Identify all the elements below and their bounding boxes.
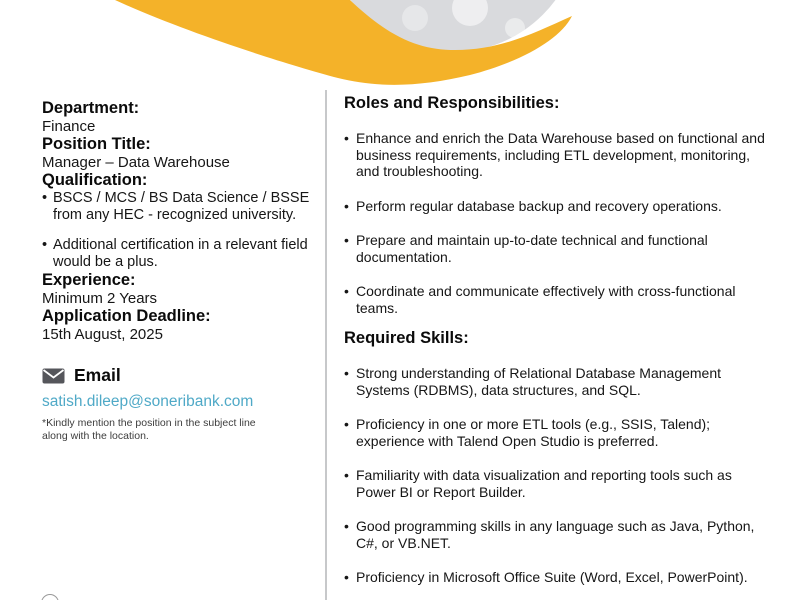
right-column [344, 94, 770, 586]
roles-item: • Enhance and enrich the Data Warehouse based on functional and business requirements, including ETL development, monitoring, and troubleshooting. [344, 130, 770, 180]
skills-item: • Proficiency in Microsoft Office Suite (Word, Excel, PowerPoint). [344, 569, 770, 586]
skills-item: • Proficiency in one or more ETL tools (e.g., SSIS, Talend); experience with Talend Open Studio is preferred. [344, 416, 770, 449]
email-heading: Email [74, 365, 121, 385]
roles-item: • Prepare and maintain up-to-date technical and functional documentation. [344, 232, 770, 265]
required-skills-heading: Required Skills: [344, 329, 469, 347]
banner-swoosh-graphic [0, 0, 800, 96]
qualification-item: • BSCS / MCS / BS Data Science / BSSE from any HEC - recognized university. [42, 190, 318, 224]
skills-list [344, 365, 770, 586]
photo-highlight [505, 18, 525, 38]
column-divider [325, 90, 327, 600]
application-deadline-value: 15th August, 2025 [42, 326, 163, 343]
roles-list [344, 130, 770, 316]
skills-item: • Strong understanding of Relational Database Management Systems (RDBMS), data structures, and SQL. [344, 365, 770, 398]
qualification-list [42, 190, 318, 271]
roles-item: • Coordinate and communicate effectively with cross-functional teams. [344, 283, 770, 316]
email-note [42, 417, 318, 443]
position-title-value: Manager – Data Warehouse [42, 154, 230, 171]
department-value: Finance [42, 118, 96, 135]
roles-heading: Roles and Responsibilities: [344, 94, 560, 112]
roles-item: • Perform regular database backup and recovery operations. [344, 198, 770, 215]
skills-item: • Familiarity with data visualization and reporting tools such as Power BI or Report Builder. [344, 467, 770, 500]
email-section-header [42, 365, 318, 386]
globe-icon [41, 594, 59, 600]
email-address-link[interactable]: satish.dileep@soneribank.com [42, 393, 254, 410]
email-note-line1: *Kindly mention the position in the subject line [42, 417, 256, 429]
qualification-item: • Additional certification in a relevant field would be a plus. [42, 237, 318, 271]
application-deadline-heading: Application Deadline: [42, 307, 211, 325]
qualification-heading: Qualification: [42, 171, 148, 189]
banner-decoration [0, 0, 800, 96]
envelope-icon [42, 368, 65, 384]
position-title-heading: Position Title: [42, 135, 151, 153]
experience-heading: Experience: [42, 271, 136, 289]
experience-value: Minimum 2 Years [42, 290, 158, 307]
left-column [42, 99, 318, 454]
photo-highlight [402, 5, 428, 31]
email-note-line2: along with the location. [42, 430, 149, 442]
skills-item: • Good programming skills in any language such as Java, Python, C#, or VB.NET. [344, 518, 770, 551]
department-heading: Department: [42, 99, 140, 117]
